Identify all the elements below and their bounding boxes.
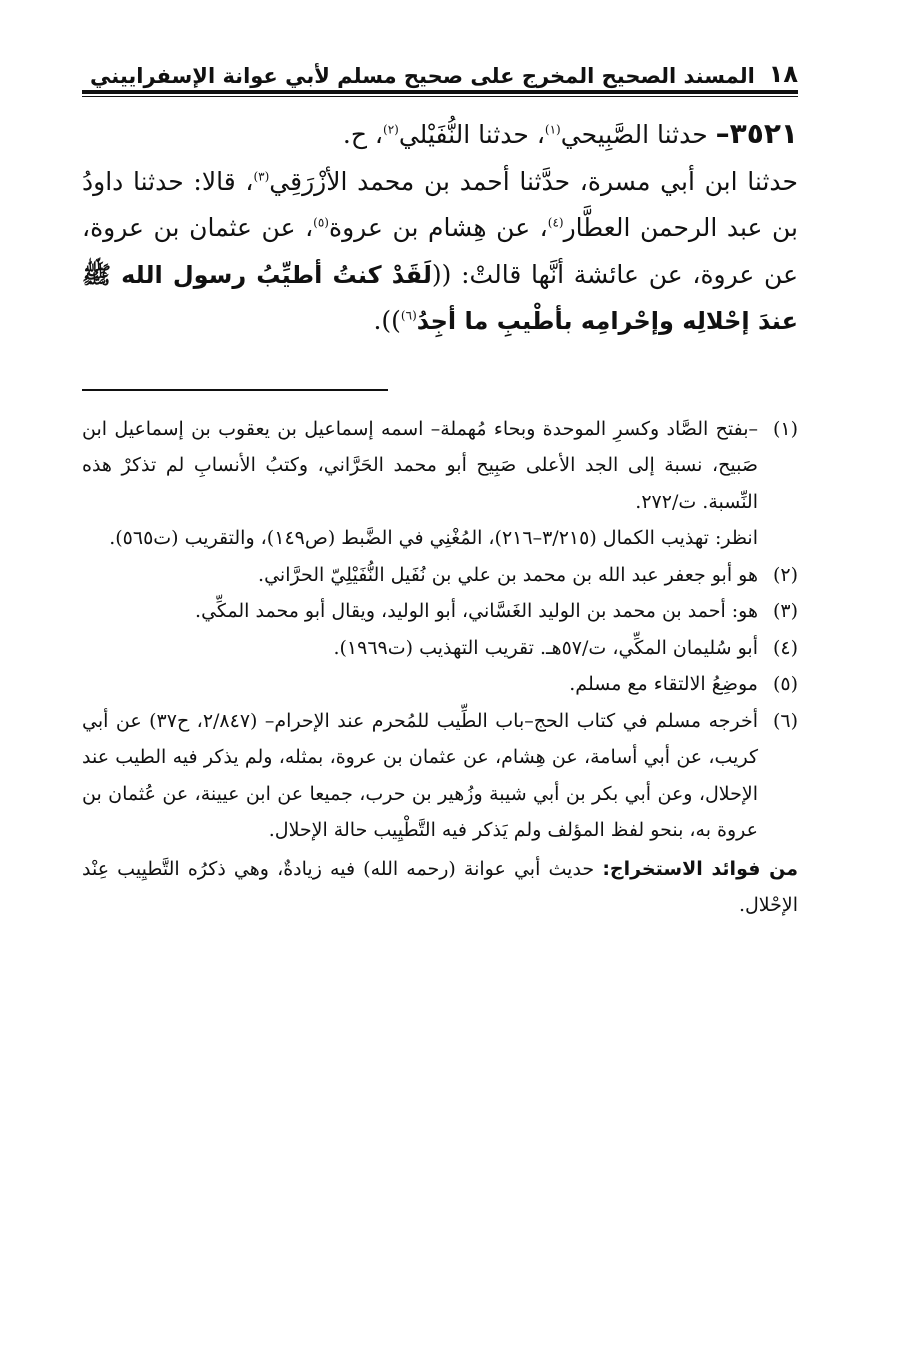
footnote-ref-3[interactable]: (٣): [253, 169, 270, 184]
footnote-ref-5[interactable]: (٥): [313, 215, 329, 230]
footnote-text: هو: أحمد بن محمد بن الوليد الغَسَّاني، أبو الوليد، ويقال أبو محمد المكِّي.: [195, 600, 758, 622]
footnote-text: هو أبو جعفر عبد الله بن محمد بن علي بن نُفَيل النُّفَيْلِيّ الحرَّاني.: [258, 563, 758, 586]
footnote-number: (١): [772, 417, 798, 440]
footnote-number: (٣): [772, 600, 798, 622]
footnote-ref-1[interactable]: (١): [544, 122, 561, 137]
footnote-text-part: –بفتح الصَّاد وكسرِ الموحدة وبحاء مُهملة– اسمه إسماعيل بن يعقوب بن إسماعيل ابن صَبيح، نسبة إلى الجد الأعلى صَبِيح أبو محمد الحَرَّاني، وكتبُ الأنسابِ لم تذكرْ هذه النِّسبة. ت/٢٧٢.: [82, 417, 758, 513]
footnote-text: أخرجه مسلم في كتاب الحج–باب الطِّيب للمُحرم عند الإحرام– (٢/٨٤٧، ح٣٧) عن أبي كريب، عن أبي أسامة، عن هِشام، عن عثمان بن عروة، بمثله، ولم يذكر فيه الطيب عند الإحلال، وعن أبي بكر بن أبي شيبة وزُهير بن حرب، جميعا عن ابن عيينة، عن عُثمان بن عروة به، بنحو لفظ المؤلف ولم يَذكر فيه التَّطْيِيب حالة الإحلال.: [82, 709, 759, 841]
footnote-separator: [82, 389, 388, 391]
isnad-text: حدثنا ابن أبي مسرة، حدَّثنا أحمد بن محمد الأزْرَقِي: [269, 166, 798, 196]
footnote-ref-6[interactable]: (٦): [400, 308, 417, 323]
benefits-text: حديث أبي عوانة (رحمه الله) فيه زيادةٌ، وهي ذكرُه التَّطيِيب عِنْد الإحْلال.: [82, 857, 798, 916]
isnad-text: ، قالا: حدثنا داودُ بن عبد الرحمن العطَّار: [82, 166, 799, 242]
isnad-text: )).: [373, 306, 401, 335]
footnote-5: [82, 666, 798, 703]
footnote-4: [82, 630, 798, 667]
isnad-text: ، عن هِشام بن عروة: [328, 213, 548, 242]
page-number: ١٨: [768, 60, 798, 88]
hadith-number: ٣٥٢١: [729, 117, 798, 150]
hadith-matn: لَقَدْ كنتُ أطيِّبُ رسول الله ﷺ عندَ إحْلالِه وإحْرامِه بأطْيبِ ما أجِدُ: [82, 260, 798, 335]
isnad-text: ، حدثنا النُّفَيْلي: [398, 120, 545, 149]
footnote-number: (٤): [772, 636, 798, 659]
page: [82, 52, 798, 924]
footnote-number: (٦): [772, 709, 798, 732]
isnad-paragraph: [82, 159, 798, 345]
benefits-label: من فوائد الاستخراج:: [602, 857, 798, 880]
isnad-text: ، ح.: [342, 120, 383, 149]
footnote-number: (٥): [772, 673, 798, 695]
footnote-number: (٢): [772, 563, 798, 586]
extraction-benefits: [82, 851, 798, 924]
isnad-text: حدثنا الصَّبِيحي: [560, 120, 716, 149]
running-title: المسند الصحيح المخرج على صحيح مسلم لأبي عوانة الإسفراييني: [90, 64, 755, 88]
isnad-text: ، عن عثمان بن عروة، عن عروة، عن عائشة أنَّها قالتْ: ((: [82, 213, 798, 289]
footnote-ref-2[interactable]: (٢): [383, 122, 399, 137]
isnad-line-1: [82, 111, 798, 159]
header-rule-thin: [82, 96, 798, 97]
footnote-ref-4[interactable]: (٤): [547, 215, 564, 230]
footnote-6: [82, 703, 798, 849]
hadith-block: [82, 111, 798, 345]
footnote-text-part: انظر: تهذيب الكمال (٣/٢١٥–٢١٦)، المُغْنِي في الضَّبط (ص١٤٩)، والتقريب (ت٥٦٥).: [109, 527, 758, 549]
footnote-text: [82, 411, 758, 557]
footnote-3: [82, 593, 798, 630]
footnotes: [82, 411, 798, 849]
footnote-text: موضِعُ الالتقاء مع مسلم.: [569, 673, 758, 695]
page-header: [82, 52, 798, 88]
footnote-1: [82, 411, 798, 557]
footnote-text: أبو سُليمان المكِّي، ت/٥٧هـ. تقريب التهذيب (ت١٩٦٩).: [333, 636, 758, 659]
header-rule: [82, 90, 798, 94]
footnote-2: [82, 557, 798, 594]
hadith-dash: –: [715, 117, 730, 150]
